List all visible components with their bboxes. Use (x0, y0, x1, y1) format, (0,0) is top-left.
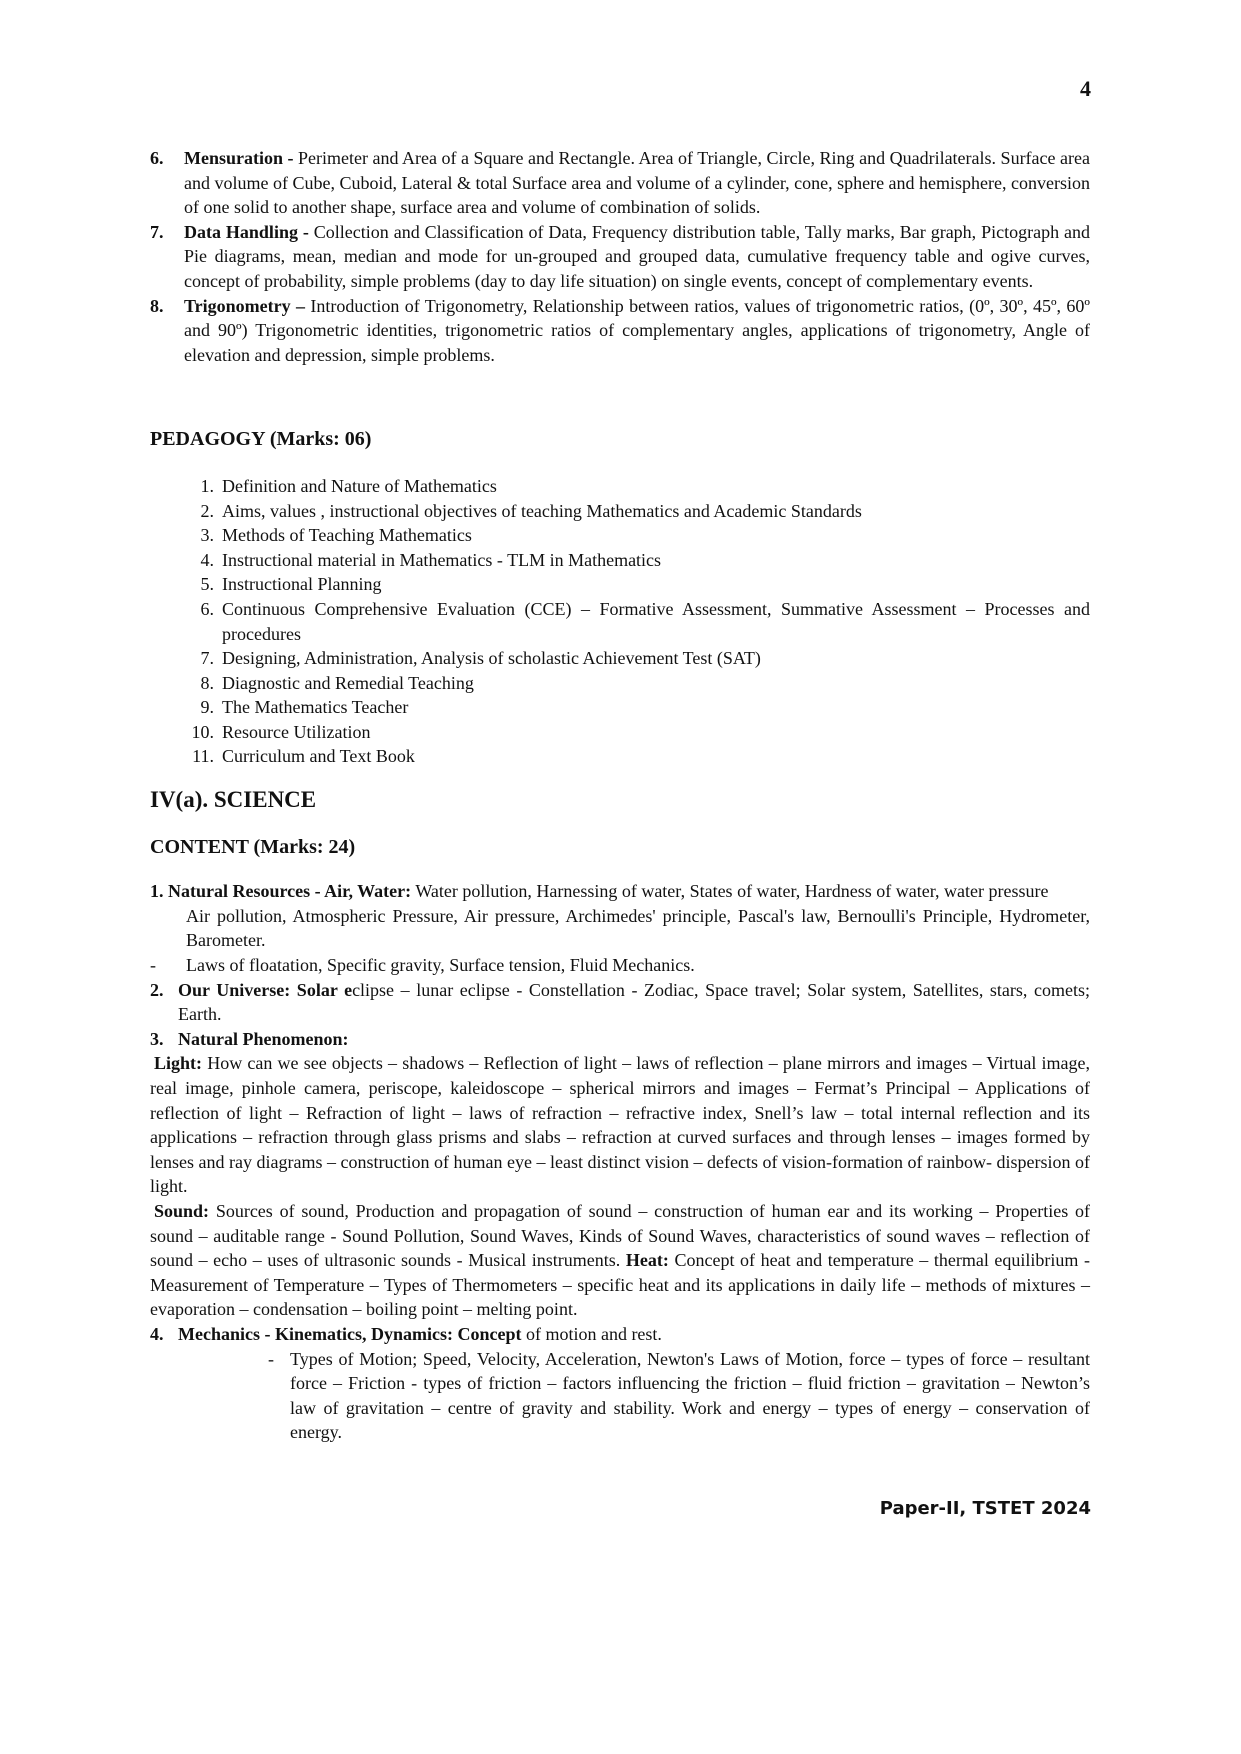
math-topic-title: Data Handling - (184, 221, 309, 242)
dash-marker: - (150, 955, 156, 976)
heat-title: Heat: (625, 1250, 669, 1271)
natural-resources-title: 1. Natural Resources - Air, Water: (150, 881, 412, 902)
list-item (186, 646, 1090, 671)
mechanics-item (150, 1322, 1090, 1347)
phenomenon-item (150, 1027, 1090, 1052)
content-heading: CONTENT (Marks: 24) (150, 835, 356, 858)
sound-text: Sources of sound, Production and propagation of sound – construction of human ear and its working – Properties of sound – auditable range - Sound Pollution, Sound Waves, Kinds of Sound Waves, characteristics of sound waves – reflection of sound – echo – uses of ultrasonic sounds - Musical instruments. (150, 1200, 1090, 1271)
math-topic-title: Mensuration - (184, 148, 294, 168)
item-number: 2. (150, 979, 164, 1000)
item-number: 6. (150, 148, 164, 168)
footer-label: Paper-II, TSTET 2024 (879, 1498, 1091, 1519)
universe-item (150, 978, 1090, 1027)
list-item (186, 523, 1090, 548)
mechanics-title: Mechanics - Kinematics, Dynamics: Concept (178, 1323, 522, 1344)
list-number: 2. (200, 500, 214, 521)
pedagogy-list (186, 474, 1090, 769)
math-topic-text: Introduction of Trigonometry, Relationship between ratios, values of trigonometric ratios, (0º, 30º, 45º, 60º and 90º) Trigonometric identities, trigonometric ratios of complementary angles, applications of trigonometry, Angle of elevation and depression, simple problems. (184, 295, 1090, 365)
list-number: 9. (200, 697, 214, 718)
list-number: 3. (200, 525, 214, 546)
list-number: 4. (200, 549, 214, 570)
floatation-item (150, 953, 1090, 978)
page-number: 4 (1080, 76, 1091, 101)
list-text: Resource Utilization (222, 721, 371, 742)
list-number: 5. (200, 574, 214, 595)
natural-resources-text: Water pollution, Harnessing of water, States of water, Hardness of water, water pressure (411, 881, 1049, 902)
mechanics-subtext: Types of Motion; Speed, Velocity, Acceleration, Newton's Laws of Motion, force – types of force – resultant force – Friction - types of friction – factors influencing the friction – fluid friction – gravitation – Newton’s law of gravitation – centre of gravity and stability. Work and energy – types of energy – conservation of energy. (290, 1348, 1090, 1443)
list-number: 1. (200, 475, 214, 496)
math-topic-item (150, 220, 1090, 294)
math-topic-text: Collection and Classification of Data, Frequency distribution table, Tally marks, Bar graph, Pictograph and Pie diagrams, mean, median and mode for un-grouped and grouped data, cumulative frequency table and ogive curves, concept of probability, simple problems (day to day life situation) on single events, concept of complementary events. (184, 221, 1090, 291)
item-number: 7. (150, 221, 164, 242)
math-topics-list (150, 146, 1090, 367)
science-title: IV(a). SCIENCE (150, 787, 317, 813)
list-text: The Mathematics Teacher (222, 697, 409, 718)
list-number: 11. (192, 746, 214, 767)
universe-text: clipse – lunar eclipse - Constellation - Zodiac, Space travel; Solar system, Satellites, stars, comets; Earth. (178, 979, 1090, 1025)
universe-title: Our Universe: Solar e (178, 979, 353, 1000)
list-text: Designing, Administration, Analysis of scholastic Achievement Test (SAT) (222, 648, 761, 669)
dash-marker: - (268, 1348, 274, 1369)
list-item (186, 744, 1090, 769)
air-paragraph: Air pollution, Atmospheric Pressure, Air pressure, Archimedes' principle, Pascal's law, Bernoulli's Principle, Hydrometer, Barometer. (186, 905, 1090, 951)
math-topic-item (150, 294, 1090, 368)
natural-resources-item (150, 879, 1090, 904)
sound-title: Sound: (154, 1200, 210, 1221)
item-number: 8. (150, 295, 164, 316)
math-topic-text: Perimeter and Area of a Square and Rectangle. Area of Triangle, Circle, Ring and Quadrilaterals. Surface area and volume of Cube, Cuboid, Lateral & total Surface area and volume of a cylinder, cone, sphere and hemisphere, conversion of one solid to another shape, surface area and volume of combination of solids. (184, 148, 1090, 218)
mechanics-subitem (268, 1347, 1090, 1445)
list-number: 8. (200, 672, 214, 693)
list-item (186, 597, 1090, 646)
list-item (186, 720, 1090, 745)
item-number: 3. (150, 1028, 164, 1049)
list-item (186, 572, 1090, 597)
math-topic-item (150, 146, 1090, 220)
list-item (186, 695, 1090, 720)
list-text: Methods of Teaching Mathematics (222, 525, 472, 546)
math-topic-title: Trigonometry – (184, 295, 305, 316)
list-item (186, 474, 1090, 499)
list-number: 7. (200, 648, 214, 669)
sound-paragraph (150, 1199, 1090, 1322)
mechanics-text: of motion and rest. (521, 1323, 662, 1344)
list-text: Aims, values , instructional objectives of teaching Mathematics and Academic Standards (222, 500, 862, 521)
list-text: Instructional Planning (222, 574, 382, 595)
list-number: 10. (191, 721, 214, 742)
list-number: 6. (200, 598, 214, 619)
phenomenon-title: Natural Phenomenon: (178, 1028, 349, 1049)
list-item (186, 548, 1090, 573)
list-item (186, 671, 1090, 696)
light-text: How can we see objects – shadows – Reflection of light – laws of reflection – plane mirrors and images – Virtual image, real image, pinhole camera, periscope, kaleidoscope – spherical mirrors and images – Fermat’s Principal – Applications of reflection of light – Refraction of light – laws of refraction – refractive index, Snell’s law – total internal reflection and its applications – refraction through glass prisms and slabs – refraction at curved surfaces and through lenses – images formed by lenses and ray diagrams – construction of human eye – least distinct vision – defects of vision-formation of rainbow- dispersion of light. (150, 1053, 1090, 1197)
list-text: Diagnostic and Remedial Teaching (222, 672, 474, 693)
light-paragraph (150, 1051, 1090, 1199)
list-text: Instructional material in Mathematics - TLM in Mathematics (222, 549, 662, 570)
list-item (186, 499, 1090, 524)
list-text: Curriculum and Text Book (222, 746, 415, 767)
item-number: 4. (150, 1323, 164, 1344)
list-text: Continuous Comprehensive Evaluation (CCE) – Formative Assessment, Summative Assessment – Processes and procedures (222, 598, 1090, 644)
page-content (150, 146, 1090, 1445)
floatation-text: Laws of floatation, Specific gravity, Surface tension, Fluid Mechanics. (186, 955, 695, 976)
light-title: Light: (154, 1053, 203, 1074)
pedagogy-heading: PEDAGOGY (Marks: 06) (150, 428, 372, 451)
heat-text: Concept of heat and temperature – thermal equilibrium - Measurement of Temperature – Types of Thermometers – specific heat and its applications in daily life – methods of mixtures – evaporation – condensation – boiling point – melting point. (150, 1250, 1090, 1320)
list-text: Definition and Nature of Mathematics (222, 475, 497, 496)
